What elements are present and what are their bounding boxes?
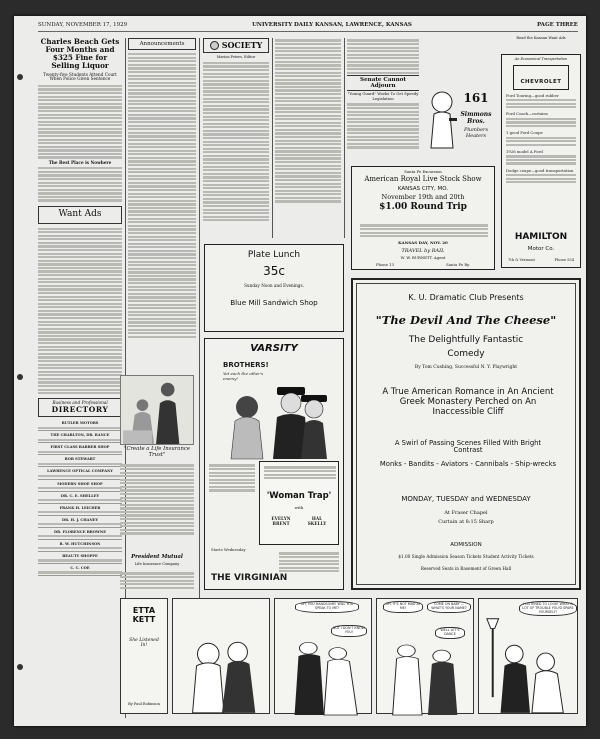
varsity-bottom: THE VIRGINIAN bbox=[211, 573, 288, 583]
dramatic-prices: $1.00 Single Admission Season Tickets Student Activity Tickets bbox=[398, 554, 534, 559]
directory-header bbox=[38, 398, 122, 417]
comic-title-panel bbox=[120, 598, 168, 714]
comic-bubble-2: BUT I DON'T KNOW YOU! bbox=[331, 625, 367, 637]
varsity-brothers-sub: Yet each the other's enemy! bbox=[223, 371, 264, 381]
comic-bubble-3: OH, IT'S NOT MAD AT ME! bbox=[383, 601, 423, 613]
dramatic-cast: Monks - Bandits - Aviators - Cannibals - Ship-wrecks bbox=[379, 460, 557, 468]
simmons-ad bbox=[423, 78, 495, 166]
hamilton-list bbox=[502, 93, 580, 184]
couple-icon bbox=[173, 599, 269, 713]
santa-fe-line2: American Royal Live Stock Show bbox=[364, 175, 482, 184]
comic-credit: By Paul Robinson bbox=[128, 702, 160, 707]
varsity-with: with bbox=[294, 505, 304, 510]
hamilton-top: Read the Kansan Want Ads bbox=[516, 36, 566, 40]
simmons-number: 161 bbox=[463, 91, 489, 105]
comic-bubble-1: OH, YOU HANDSOME! WILL YOU SPEAK TO ME? bbox=[295, 601, 359, 613]
hamilton-listing bbox=[506, 168, 576, 184]
simmons-trade: Plumbers Heaters bbox=[463, 127, 489, 139]
couple-talking-icon bbox=[377, 639, 473, 715]
simmons-brand: Simmons Bros. bbox=[460, 111, 492, 125]
dramatic-admission: ADMISSION bbox=[450, 542, 482, 548]
santa-fe-phone: Phone 13 bbox=[376, 262, 395, 267]
santa-fe-rail: TRAVEL by RAIL bbox=[401, 248, 445, 254]
insurance-company: President Mutual bbox=[131, 554, 183, 560]
announcements-header bbox=[128, 38, 196, 50]
column-1 bbox=[38, 38, 122, 718]
directory-entry bbox=[38, 469, 122, 479]
directory-entry-name: FIRST CLASS BARBER SHOP bbox=[50, 445, 110, 450]
plate-lunch-sub: Sunday Noon and Evenings. bbox=[244, 283, 304, 289]
varsity-title: VARSITY bbox=[250, 343, 298, 354]
comic-strip bbox=[118, 596, 581, 716]
dramatic-author: By Tom Cushing, Successful N. Y. Playwright bbox=[414, 365, 518, 370]
directory-entry-name: MODERN SHOE SHOP bbox=[57, 481, 103, 486]
hamilton-ad bbox=[501, 36, 581, 268]
santa-fe-agent: W. W. BURNETT, Agent bbox=[400, 255, 446, 260]
varsity-star-1: EVELYN BRENT bbox=[271, 516, 291, 526]
directory-title-2: DIRECTORY bbox=[51, 404, 109, 414]
directory-entry-name: LAWRENCE OPTICAL COMPANY bbox=[47, 469, 113, 474]
lamp-couple-icon bbox=[479, 599, 577, 713]
directory-list bbox=[38, 421, 122, 576]
column-3 bbox=[203, 38, 269, 238]
society-title: SOCIETY bbox=[221, 40, 263, 51]
directory-title-1: Business and Professional bbox=[52, 400, 108, 406]
insurance-ad bbox=[118, 373, 196, 607]
insurance-illustration bbox=[120, 375, 194, 445]
dramatic-subtitle-2: Comedy bbox=[447, 349, 485, 359]
directory-entry bbox=[38, 554, 122, 564]
dramatic-club: K. U. Dramatic Club Presents bbox=[408, 293, 524, 302]
directory-entry bbox=[38, 542, 122, 552]
santa-fe-line3: KANSAS CITY, MO. bbox=[397, 185, 449, 192]
insurance-sub: Life Insurance Company bbox=[134, 562, 180, 566]
santa-fe-line6: KANSAS DAY, NOV. 20 bbox=[398, 240, 448, 245]
beach-subhead: Twenty-five Students Attend Court When Police Given Sentence bbox=[43, 71, 117, 82]
directory-entry-name: BEAUTY SHOPPE bbox=[62, 553, 98, 558]
plumber-illustration bbox=[425, 88, 459, 148]
hamilton-company: HAMILTON bbox=[514, 232, 568, 243]
column-5 bbox=[347, 38, 419, 101]
directory-entry-name: THE CHARLTON, DR. RANCE bbox=[50, 433, 110, 438]
varsity-feature-box bbox=[259, 461, 339, 545]
santa-fe-ad bbox=[351, 166, 495, 270]
directory-entry-name: R. W. HUTCHINSON bbox=[59, 541, 101, 546]
plate-lunch-price: 35c bbox=[263, 263, 285, 278]
brief-headline: The Best Place is Nowhere bbox=[48, 159, 112, 165]
varsity-starts: Starts Wednesday bbox=[211, 547, 246, 552]
hamilton-listing-title: Ford Touring—good rubber bbox=[506, 92, 559, 98]
plate-lunch-shop: Blue Mill Sandwich Shop bbox=[230, 297, 318, 307]
masthead-title: UNIVERSITY DAILY KANSAN, LAWRENCE, KANSAS bbox=[252, 22, 412, 28]
hamilton-listing bbox=[506, 93, 576, 109]
hamilton-listing-title: 1926 model A Ford bbox=[506, 148, 543, 154]
masthead bbox=[38, 22, 578, 32]
directory-entry bbox=[38, 421, 122, 431]
comic-bubble-4: COME ON BABY — WHAT'S YOUR NAME? bbox=[427, 601, 471, 613]
comic-panel-3 bbox=[376, 598, 474, 714]
hamilton-listing bbox=[506, 130, 576, 146]
comic-title: ETTA KETT bbox=[132, 606, 156, 624]
society-crest-icon bbox=[210, 41, 219, 50]
announcements-title: Announcements bbox=[139, 41, 185, 47]
family-illustration-icon bbox=[121, 376, 193, 444]
hamilton-listing bbox=[506, 149, 576, 165]
chevrolet-logo bbox=[513, 65, 569, 90]
directory-entry-name: FRANK H. LEICHER bbox=[59, 505, 101, 510]
beach-headline: Charles Beach Gets Four Months and $325 Fine for Selling Liquor bbox=[40, 37, 120, 70]
directory-entry-name: DR. FLORENCE BROWNE bbox=[54, 529, 106, 534]
dramatic-curtain: Curtain at 8:15 Sharp bbox=[438, 519, 494, 525]
directory-entry bbox=[38, 566, 122, 576]
directory-entry-name: BUTLER MOTORS bbox=[61, 421, 99, 426]
masthead-date: SUNDAY, NOVEMBER 17, 1929 bbox=[38, 22, 128, 28]
dramatic-days: MONDAY, TUESDAY and WEDNESDAY bbox=[401, 495, 531, 503]
comic-caption: She Listened In! bbox=[129, 637, 159, 648]
dramatic-swirl: A Swirl of Passing Scenes Filled With Bright Contrast bbox=[394, 439, 542, 455]
dramatic-place: At Fraser Chapel bbox=[444, 510, 488, 516]
dramatic-reserved: Reserved Seats in Basement of Green Hall bbox=[420, 566, 512, 571]
santa-fe-line4: November 19th and 20th bbox=[381, 192, 465, 201]
directory-entry-name: DR. H. J. CHANEY bbox=[61, 517, 99, 522]
dramatic-subtitle-1: The Delightfully Fantastic bbox=[408, 335, 524, 345]
hamilton-phone: Phone 554 bbox=[554, 258, 574, 262]
hamilton-listing-title: Dodge coupe—good transportation bbox=[506, 167, 574, 173]
directory-entry-name: DR. C. E. SHELLEY bbox=[60, 493, 100, 498]
directory-entry bbox=[38, 494, 122, 504]
senate-subhead: "Young Guard" Works To Get Speedy Legislation bbox=[347, 91, 419, 101]
directory-entry bbox=[38, 457, 122, 467]
chevrolet-brand: CHEVROLET bbox=[520, 78, 562, 85]
want-ads-header bbox=[38, 206, 122, 224]
want-ads-title: Want Ads bbox=[58, 208, 102, 219]
hamilton-listing-title: Ford Coach—curtains bbox=[506, 111, 548, 117]
society-sub: Marion Peters, Editor bbox=[216, 55, 256, 59]
newspaper-page bbox=[14, 16, 586, 726]
varsity-brothers: BROTHERS! bbox=[223, 361, 269, 369]
directory-entry bbox=[38, 530, 122, 540]
plate-lunch-title: Plate Lunch bbox=[247, 250, 301, 260]
comic-bubble-5: WELL LET'S DANCE bbox=[435, 627, 465, 639]
directory-entry-name: C. C. COE bbox=[70, 565, 90, 570]
hamilton-listing-title: 1 good Ford Coupe bbox=[506, 130, 543, 136]
varsity-ad bbox=[204, 338, 344, 590]
directory-entry bbox=[38, 433, 122, 443]
varsity-feature: 'Woman Trap' bbox=[266, 491, 332, 501]
dancers-icon bbox=[275, 639, 371, 715]
comic-bubble-6: I LISTENED TO LOOK! WHAT A LOT OF TROUBLE YOU'D SPARE YOURSELF! bbox=[519, 601, 577, 616]
plate-lunch-ad bbox=[204, 244, 344, 332]
masthead-page: PAGE THREE bbox=[536, 22, 578, 28]
directory-entry bbox=[38, 518, 122, 528]
directory-entry bbox=[38, 445, 122, 455]
dramatic-romance: A True American Romance in An Ancient Greek Monastery Perched on An Inaccessible Cliff bbox=[382, 387, 554, 417]
santa-fe-line1: Santa Fe Excursion bbox=[404, 169, 442, 174]
directory-entry-name: BOB STEWART bbox=[64, 457, 96, 462]
varsity-illustration bbox=[217, 381, 333, 459]
hamilton-address: 7th & Vermont bbox=[508, 258, 535, 262]
senate-headline: Senate Cannot Adjourn bbox=[347, 75, 419, 91]
insurance-caption: "Create a Life Insurance Trust" bbox=[124, 446, 190, 458]
dramatic-title: "The Devil And The Cheese" bbox=[375, 313, 557, 327]
comic-panel-2 bbox=[274, 598, 372, 714]
hamilton-heading: An Economical Transportation bbox=[514, 57, 568, 61]
column-4 bbox=[275, 38, 341, 238]
plumber-icon bbox=[425, 88, 459, 148]
want-ads-text bbox=[38, 228, 122, 395]
society-header bbox=[203, 38, 269, 53]
santa-fe-company: Santa Fe Ry. bbox=[446, 262, 470, 267]
hamilton-listing bbox=[506, 111, 576, 127]
directory-entry bbox=[38, 482, 122, 492]
varsity-star-2: HAL SKELLY bbox=[307, 516, 327, 526]
comic-panel-4 bbox=[478, 598, 578, 714]
directory-entry bbox=[38, 506, 122, 516]
article-text bbox=[38, 85, 122, 159]
dramatic-club-ad bbox=[351, 278, 581, 590]
santa-fe-price: $1.00 Round Trip bbox=[379, 202, 467, 213]
actors-illustration-icon bbox=[217, 381, 333, 459]
hamilton-company-2: Motor Co. bbox=[527, 245, 555, 252]
comic-panel-1 bbox=[172, 598, 270, 714]
